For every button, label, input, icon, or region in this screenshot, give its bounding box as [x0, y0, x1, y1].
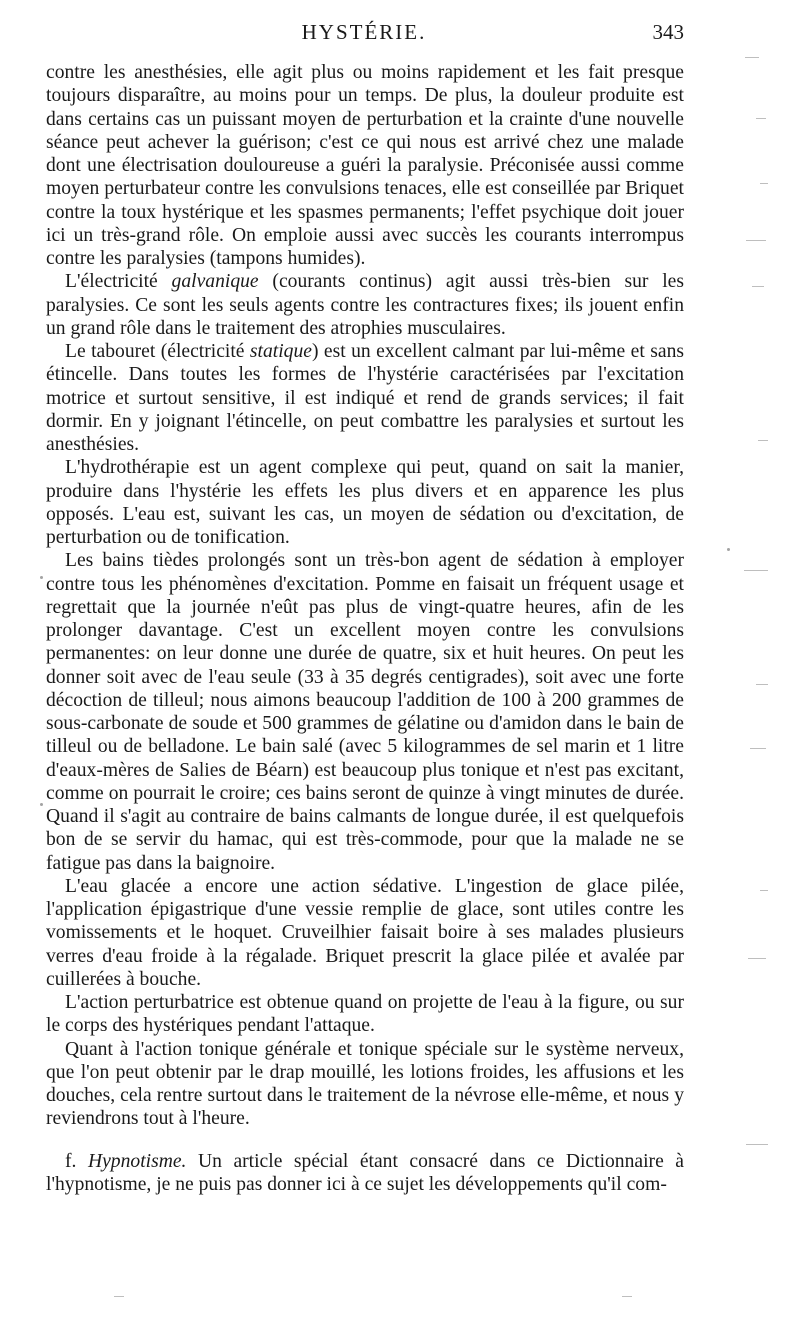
- paragraph-text: ) est un excellent calmant par lui-même et sans étincelle. Dans toutes les formes de l'hystérie caractérisées par l'excitation motrice et surtout sensitive, il est indiqué et rend de grands services; il fait dormir. En y joignant l'étincelle, on peut combattre les paralysies et surtout les anesthésies.: [46, 341, 684, 455]
- margin-mark: [756, 684, 768, 685]
- margin-dot: [727, 548, 730, 551]
- paragraph-perturbation: L'action perturbatrice est obtenue quand on projette de l'eau à la figure, ou sur le corps des hystériques pendant l'attaque.: [46, 992, 684, 1037]
- margin-dot: [40, 803, 43, 806]
- paragraph-text: (courants continus) agit aussi très-bien sur les paralysies. Ce sont les seuls agents contre les contractures fixes; ils jouent enfin un grand rôle dans le traitement des atrophies musculaires.: [46, 271, 684, 339]
- margin-mark: [745, 57, 759, 58]
- margin-mark: [748, 958, 766, 959]
- running-title: HYSTÉRIE.: [301, 20, 427, 44]
- paragraph-warm-baths: Les bains tièdes prolongés sont un très-bon agent de sédation à employer contre tous les phénomènes d'excitation. Pomme en faisait un fréquent usage et regrettait que la journée n'eût pas plus de vingt-quatre heures, afin de les prolonger davantage. C'est un excellent moyen contre les convulsions permanentes: on leur donne une durée de quatre, six et huit heures. On peut les donner soit avec de l'eau seule (33 à 35 degrés centigrades), soit avec une forte décoction de tilleul; nous aimons beaucoup l'addition de 100 à 200 grammes de sous-carbonate de soude et 500 grammes de gélatine ou d'amidon dans le bain de tilleul ou de belladone. Le bain salé (avec 5 kilogrammes de sel marin et 1 litre d'eaux-mères de Salies de Béarn) est beaucoup plus tonique et n'est pas excitant, comme on pourrait le croire; ces bains seront de quinze à vingt minutes de durée. Quand il s'agit au contraire de bains calmants de longue durée, il est quelquefois bon de se servir du hamac, qui est très-commode, pour que la malade ne se fatigue pas dans la baignoire.: [46, 550, 684, 874]
- section-heading: Hypnotisme.: [87, 1150, 187, 1172]
- margin-dot: [40, 576, 43, 579]
- margin-mark: [622, 1296, 632, 1297]
- emphasis-term: galvanique: [171, 271, 259, 293]
- paragraph-hydrotherapy: L'hydrothérapie est un agent complexe qui peut, quand on sait la manier, produire dans l'hystérie les effets les plus divers et en apparence les plus opposés. L'eau est, suivant les cas, un moyen de sédation ou d'excitation, de perturbation ou de tonification.: [46, 457, 684, 548]
- margin-mark: [758, 440, 768, 441]
- paragraph-tonic-action: Quant à l'action tonique générale et tonique spéciale sur le système nerveux, que l'on peut obtenir par le drap mouillé, les lotions froides, les affusions et les douches, cela rentre surtout dans le traitement de la névrose elle-même, et nous y reviendrons tout à l'heure.: [46, 1038, 684, 1130]
- margin-mark: [752, 286, 764, 287]
- margin-mark: [744, 570, 768, 571]
- page-number: 343: [652, 20, 684, 44]
- margin-mark: [750, 748, 766, 749]
- emphasis-term: statique: [249, 341, 312, 362]
- margin-mark: [760, 183, 768, 184]
- margin-mark: [746, 1144, 768, 1145]
- paragraph-electricity-anesthesia: contre les anesthésies, elle agit plus ou moins rapidement et les fait presque toujours disparaître, au moins pour un temps. De plus, la douleur produite est dans certains cas un puissant moyen de perturbation et la crainte d'une nouvelle séance peut achever la guérison; c'est ce qui nous est arrivé chez une malade dont une électrisation douloureuse a guéri la paralysie. Préconisée aussi comme moyen perturbateur contre les convulsions tenaces, elle est conseillée par Briquet contre la toux hystérique et les spasmes permanents; l'effet psychique doit jouer ici un très-grand rôle. On emploie aussi avec succès les courants interrompus contre les paralysies (tampons humides).: [46, 62, 684, 269]
- section-letter: f.: [65, 1150, 88, 1172]
- margin-mark: [114, 1296, 124, 1297]
- paragraph-iced-water: L'eau glacée a encore une action sédative. L'ingestion de glace pilée, l'application épigastrique d'une vessie remplie de glace, sont utiles contre les vomissements et le hoquet. Cruveilhier faisait boire à ses malades plusieurs verres d'eau froide à la régalade. Briquet prescrit la glace pilée et avalée par cuillerées à bouche.: [46, 875, 684, 990]
- paragraph-text: Le tabouret (électricité: [65, 341, 250, 362]
- margin-mark: [756, 118, 766, 119]
- margin-mark: [760, 890, 768, 891]
- paragraph-text: L'électricité: [65, 271, 172, 293]
- paragraph-text: Un article spécial étant consacré dans ce Dictionnaire à l'hypnotisme, je ne puis pas donner ici à ce sujet les développements qu'il com-: [46, 1150, 684, 1195]
- margin-mark: [746, 240, 766, 241]
